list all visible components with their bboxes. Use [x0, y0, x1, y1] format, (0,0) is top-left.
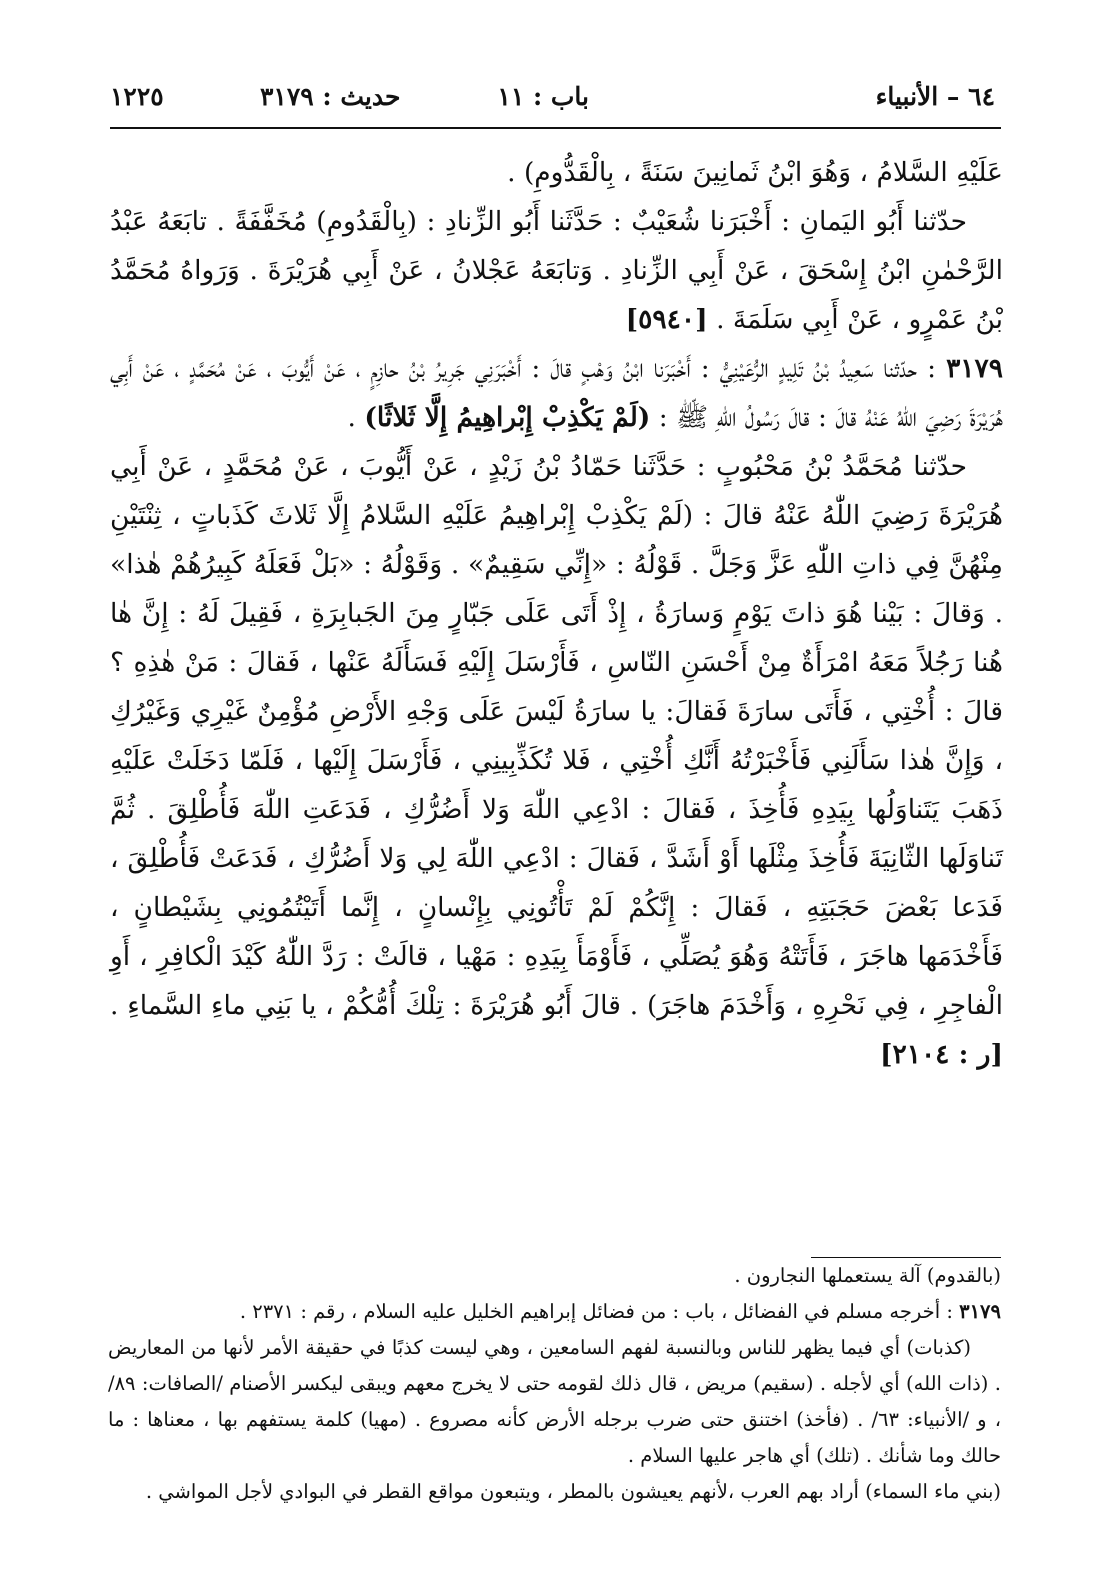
paragraph-end: .	[347, 402, 356, 433]
footnote-item: (بني ماء السماء) أراد بهم العرب ،لأنهم يعيشون بالمطر ، ويتبعون مواقع القطر في البوادي لأجل المواشي .	[145, 1480, 1001, 1503]
cross-reference: [٥٩٤٠]	[625, 304, 708, 335]
paragraph-text: حدّثنا أَبُو اليَمانِ : أَخْبَرَنا شُعَيْبٌ : حَدَّثَنا أَبُو الزِّنادِ : (بِالْقَدُومِ) مُخَفَّفَةً . تابَعَهُ عَبْدُ الرَّحْمٰنِ ابْنُ إِسْحَقَ ، عَنْ أَبِي الزِّنادِ . وَتابَعَهُ عَجْلانُ ، عَنْ أَبِي هُرَيْرَةَ . وَرَواهُ مُحَمَّدُ بْنُ عَمْرٍو ، عَنْ أَبِي سَلَمَةَ .	[110, 206, 1003, 335]
footnote-text: : أخرجه مسلم في الفضائل ، باب : من فضائل إبراهيم الخليل عليه السلام ، رقم : ٢٣٧١ .	[239, 1300, 953, 1323]
header-divider	[110, 127, 1001, 129]
footnote-item: (بالقدوم) آلة يستعملها النجارون .	[734, 1264, 1001, 1287]
paragraph-continuation: عَلَيْهِ السَّلامُ ، وَهُوَ ابْنُ ثَمانِينَ سَنَةً ، بِالْقَدُّومِ) .	[507, 157, 1003, 188]
hadith-quote: (لَمْ يَكْذِبْ إِبْراهِيمُ إِلَّا ثَلاثًا)	[364, 402, 651, 433]
footnote-item: (كذبات) أي فيما يظهر للناس وبالنسبة لفهم السامعين ، وهي ليست كذبًا في حقيقة الأمر لأنها من المعاريض . (ذات الله) أي لأجله . (سقيم) مريض ، قال ذلك لقومه حتى لا يخرج معهم ويبقى ليكسر الأصنام /الصافات: ٨٩/ ، و /الأنبياء: ٦٣/ . (فأخذ) اختنق حتى ضرب برجله الأرض كأنه مصروع . (مهيا) كلمة يستفهم بها ، معناها : ما حالك وما شأنك . (تلك) أي هاجر عليها السلام .	[108, 1336, 1001, 1467]
cross-reference: [ر : ٢١٠٤]	[879, 1039, 1003, 1070]
footnote-item	[108, 1294, 1001, 1330]
paragraph-text: حدّثنا مُحَمَّدُ بْنُ مَحْبُوبٍ : حَدَّثَنا حَمّادُ بْنُ زَيْدٍ ، عَنْ أَيُّوبَ ، عَنْ مُحَمَّدٍ ، عَنْ أَبِي هُرَيْرَةَ رَضِيَ اللّٰهُ عَنْهُ قالَ : (لَمْ يَكْذِبْ إِبْراهِيمُ عَلَيْهِ السَّلامُ إِلَّا ثَلاثَ كَذَباتٍ ، ثِنْتَيْنِ مِنْهُنَّ فِي ذاتِ اللّٰهِ عَزَّ وَجَلَّ . قَوْلُهُ : «إِنِّي سَقِيمٌ» . وَقَوْلُهُ : «بَلْ فَعَلَهُ كَبِيرُهُمْ هٰذا» . وَقالَ : بَيْنا هُوَ ذاتَ يَوْمٍ وَسارَةُ ، إِذْ أَتَى عَلَى جَبّارٍ مِنَ الجَبابِرَةِ ، فَقِيلَ لَهُ : إِنَّ هٰا هُنا رَجُلاً مَعَهُ امْرَأَةٌ مِنْ أَحْسَنِ النّاسِ ، فَأَرْسَلَ إِلَيْهِ فَسَأَلَهُ عَنْها ، فَقالَ : مَنْ هٰذِهِ ؟ قالَ : أُخْتِي ، فَأَتَى سارَةَ فَقالَ: يا سارَةُ لَيْسَ عَلَى وَجْهِ الأَرْضِ مُؤْمِنٌ غَيْرِي وَغَيْرُكِ ، وَإِنَّ هٰذا سَأَلَنِي فَأَخْبَرْتُهُ أَنَّكِ أُخْتِي ، فَلا تُكَذِّبِينِي ، فَأَرْسَلَ إِلَيْها ، فَلَمّا دَخَلَتْ عَلَيْهِ ذَهَبَ يَتَناوَلُها بِيَدِهِ فَأُخِذَ ، فَقالَ : ادْعِي اللّٰهَ وَلا أَضُرُّكِ ، فَدَعَتِ اللّٰهَ فَأُطْلِقَ . ثُمَّ تَناوَلَها الثّانِيَةَ فَأُخِذَ مِثْلَها أَوْ أَشَدَّ ، فَقالَ : ادْعِي اللّٰهَ لِي وَلا أَضُرُّكِ ، فَدَعَتْ فَأُطْلِقَ ، فَدَعا بَعْضَ حَجَبَتِهِ ، فَقالَ : إِنَّكُمْ لَمْ تَأْتُونِي بِإِنْسانٍ ، إِنَّما أَتَيْتُمُونِي بِشَيْطانٍ ، فَأَخْدَمَها هاجَرَ ، فَأَتَتْهُ وَهُوَ يُصَلِّي ، فَأَوْمَأَ بِيَدِهِ : مَهْيا ، قالَتْ : رَدَّ اللّٰهُ كَيْدَ الْكافِرِ ، أَوِ الْفاجِرِ ، فِي نَحْرِهِ ، وَأَخْدَمَ هاجَرَ) . قالَ أَبُو هُرَيْرَةَ : تِلْكَ أُمُّكُمْ ، يا بَنِي ماءِ السَّماءِ .	[110, 451, 1003, 1021]
hadith-number: حديث : ٣١٧٩	[260, 82, 401, 111]
running-header	[110, 78, 1001, 118]
main-text	[110, 148, 1003, 1079]
hadith-number-label: ٣١٧٩	[946, 353, 1003, 384]
footnote-number: ٣١٧٩	[959, 1300, 1001, 1323]
bab-number: باب : ١١	[497, 82, 589, 111]
hadith-3179	[110, 344, 1003, 442]
paragraph-text: : حدّثنا سَعِيدُ بْنُ تَلِيدٍ الرُّعَيْنِيُّ : أَخْبَرَنا ابْنُ وَهْبٍ قالَ : أَخْبَرَنِي جَرِيرُ بْنُ حازِمٍ ، عَنْ أَيُّوبَ ، عَنْ مُحَمَّدٍ ، عَنْ أَبِي هُرَيْرَةَ رَضِيَ اللّٰهُ عَنْهُ قالَ : قالَ رَسُولُ اللّٰهِ ﷺ :	[110, 353, 1003, 433]
paragraph-narration	[110, 442, 1003, 1079]
footnotes	[108, 1258, 1001, 1510]
page-number: ١٢٢٥	[110, 82, 164, 111]
paragraph-isnad	[110, 197, 1003, 344]
chapter-title: ٦٤ – الأنبياء	[875, 82, 995, 111]
